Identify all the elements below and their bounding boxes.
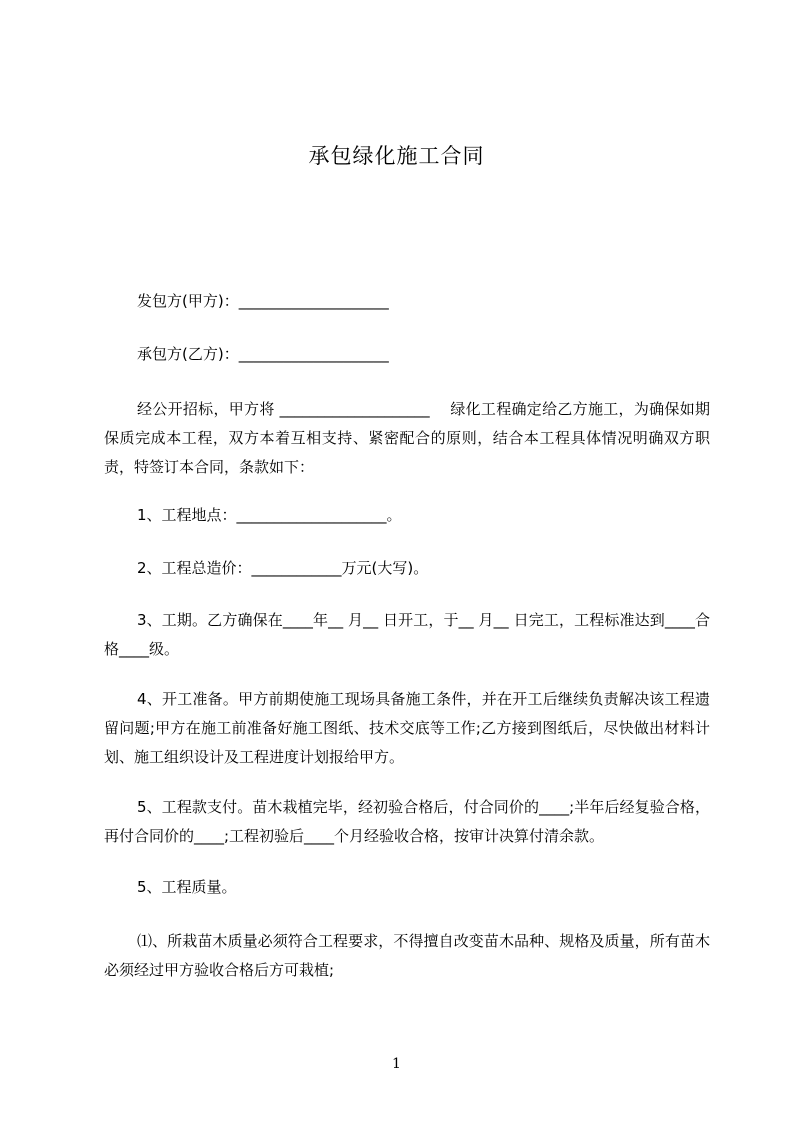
- clause-payment: 5、工程款支付。苗木栽植完毕，经初验合格后，付合同价的____;半年后经复验合格，再付合同价的____;工程初验后____个月经验收合格，按审计决算付清余款。: [104, 798, 710, 845]
- party-b-line: 承包方(乙方)：____________________: [137, 345, 389, 363]
- clause-schedule: 3、工期。乙方确保在____年__ 月__ 日开工，于__ 月__ 日完工，工程标准达到____合格____级。: [104, 611, 710, 658]
- intro-paragraph: 经公开招标，甲方将 ____________________ 绿化工程确定给乙方施工，为确保如期保质完成本工程，双方本着互相支持、紧密配合的原则，结合本工程具体情况明确双方职责，特签订本合同，条款如下：: [104, 400, 710, 476]
- clause-quality-heading: 5、工程质量。: [137, 878, 237, 896]
- document-title: 承包绿化施工合同: [308, 144, 485, 168]
- clause-quality-item-1: ⑴、所栽苗木质量必须符合工程要求，不得擅自改变苗木品种、规格及质量，所有苗木必须经过甲方验收合格后方可栽植;: [104, 932, 710, 979]
- clause-preparation: 4、开工准备。甲方前期使施工现场具备施工条件，并在开工后继续负责解决该工程遗留问题;甲方在施工前准备好施工图纸、技术交底等工作;乙方接到图纸后，尽快做出材料计划、施工组织设计及工程进度计划报给甲方。: [104, 690, 710, 766]
- party-a-line: 发包方(甲方)：____________________: [137, 292, 389, 310]
- page-number: 1: [392, 1056, 401, 1072]
- clause-location: 1、工程地点：____________________。: [137, 506, 402, 524]
- clause-total-cost: 2、工程总造价：____________万元(大写)。: [137, 559, 429, 577]
